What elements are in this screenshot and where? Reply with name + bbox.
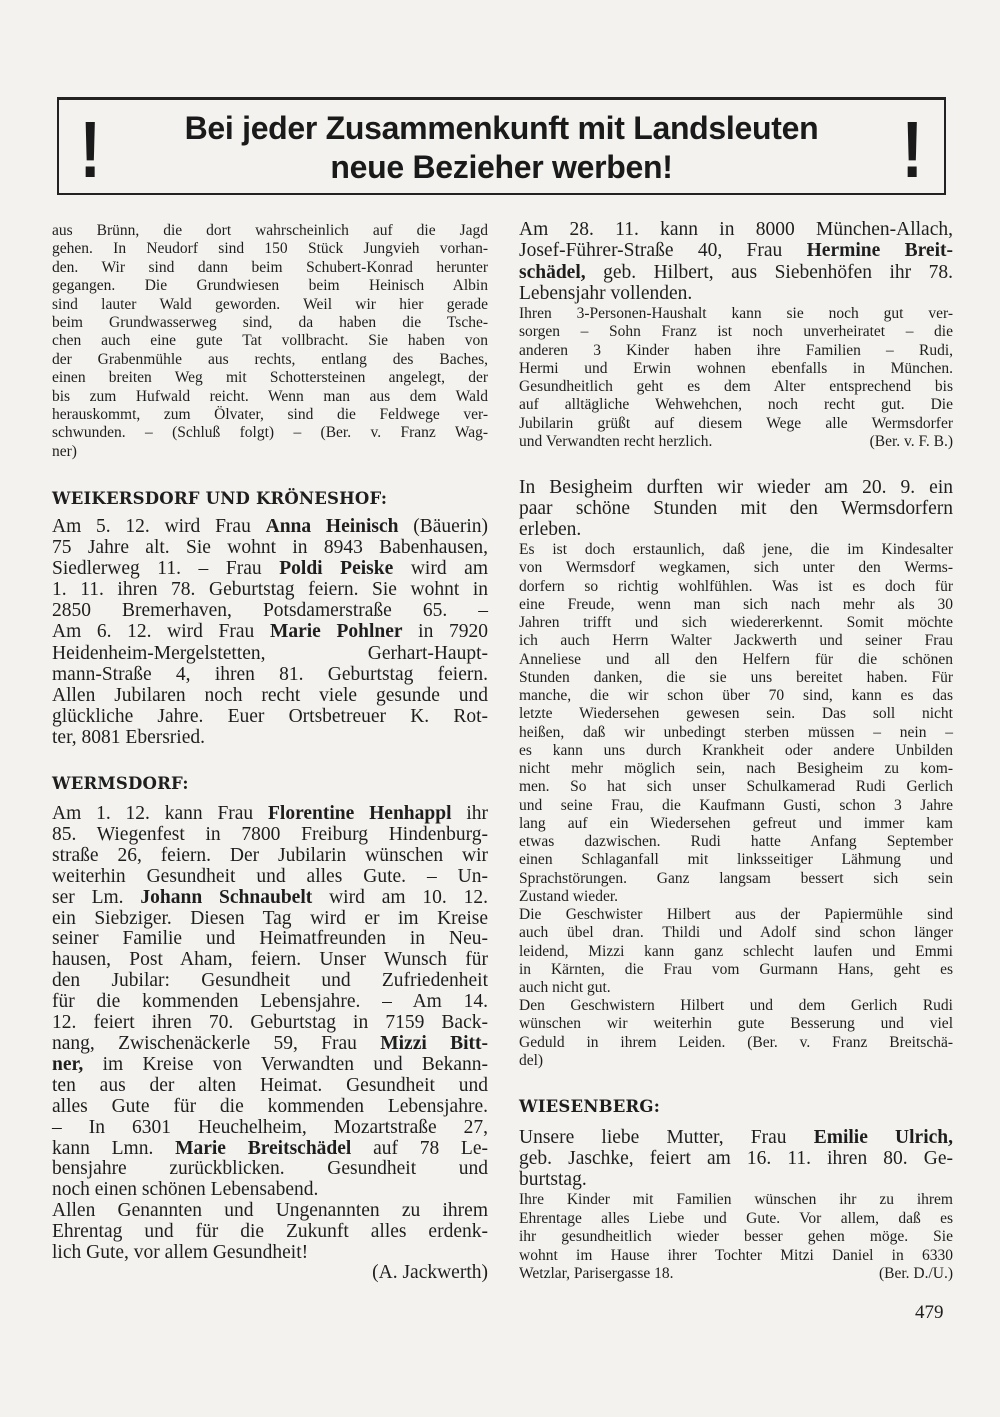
text-line: ich auch Herrn Walter Jackwerth und seiner Frau	[519, 632, 953, 650]
section-heading-wiesenberg: WIESENBERG:	[519, 1097, 661, 1116]
banner-title-line1: Bei jeder Zusammenkunft mit Landsleuten	[184, 110, 819, 146]
text-line: Lebensjahr vollenden.	[519, 282, 693, 304]
text-line: in Kärnten, die Frau vom Gurmann Hans, geht es	[519, 960, 953, 978]
text-line: schädel, geb. Hilbert, aus Siebenhöfen ihr 78.	[519, 261, 953, 283]
name-highlight: Poldi Peiske	[279, 558, 394, 580]
text-line: geb. Jaschke, feiert am 16. 11. ihren 80. Ge-	[519, 1148, 953, 1169]
text-line: von Wermsdorf wegkamen, sich unter den Werms-	[519, 559, 953, 577]
besigheim-paragraph-1	[519, 541, 953, 906]
text-line: sind lauter Wald geworden. Weil wir hier gerade	[52, 295, 488, 313]
exclamation-mark-left: !	[79, 105, 101, 194]
text-line: ein Siebziger. Diesen Tag wird er im Kreise	[52, 907, 488, 929]
text-line: ihr gesundheitlich wieder besser gehen möge. Sie	[519, 1228, 953, 1245]
text-line: Josef-Führer-Straße 40, Frau Hermine Breit-	[519, 240, 953, 262]
text-line: Ihre Kinder mit Familien wünschen ihr zu ihrem	[519, 1191, 953, 1208]
text-line: Siedlerweg 11. – Frau Poldi Peiske wird am	[52, 558, 488, 580]
text-line: Am 1. 12. kann Frau Florentine Henhappl ihr	[52, 803, 488, 824]
text-line: Stunden danken, die sie uns bereitet haben. Für	[519, 668, 953, 686]
text-line: der Grabenmühle aus rechts, entlang des Baches,	[52, 350, 488, 368]
text-line: Am 28. 11. kann in 8000 München-Allach,	[519, 219, 953, 240]
text-line: 2850 Bremerhaven, Potsdamerstraße 65. –	[52, 600, 488, 622]
section-heading-weikersdorf: WEIKERSDORF UND KRÖNESHOF:	[52, 489, 388, 508]
text-line: 85. Wiegenfest in 7800 Freiburg Hindenburg-	[52, 823, 488, 845]
text-line: beim Grundwasserweg sind, da haben die Tsche-	[52, 314, 488, 332]
text-line: Am 6. 12. wird Frau Marie Pohlner in 7920	[52, 621, 488, 643]
text-line: gegangen. Die Grundwiesen beim Heinisch Albin	[52, 277, 488, 295]
text-line: paar schöne Stunden mit den Wermsdorfern	[519, 498, 953, 519]
text-line: men. So hat sich unser Schulkamerad Rudi Gerlich	[519, 778, 953, 796]
text-line: Heidenheim-Mergelstetten, Gerhart-Haupt-	[52, 642, 488, 664]
text-line: Anneliese und all den Helfern für die schönen	[519, 650, 953, 668]
text-line: Zustand wieder.	[519, 887, 619, 905]
text-line: Jahren trifft und sich wiedererkennt. Somit möchte	[519, 614, 953, 631]
article-continuation	[52, 222, 488, 461]
text-line: es kann uns durch Krankheit oder andere Unbilden	[519, 741, 953, 759]
name-highlight: Mizzi Bitt-	[380, 1032, 488, 1054]
text-line: und seine Frau, die Kaufmann Gusti, schon 3 Jahre	[519, 796, 953, 814]
text-line: (Ber. D./U.) Wetzlar, Parisergasse 18.	[519, 1265, 953, 1282]
text-line: gehen. In Neudorf sind 150 Stück Jungvieh vorhan-	[52, 240, 488, 258]
text-line: Sprachstörungen. Ganz langsam bessert sich sein	[519, 869, 953, 887]
text-line: Geduld in ihrem Leiden. (Ber. v. Franz Breitschä-	[519, 1033, 953, 1051]
text-line: Hermi und Erwin wohnen ebenfalls in München.	[519, 359, 953, 377]
text-line: schwunden. – (Schluß folgt) – (Ber. v. Franz Wag-	[52, 424, 488, 442]
wermsdorf-text	[52, 804, 488, 1201]
besigheim-lead	[519, 477, 953, 540]
text-line: Es ist doch erstaunlich, daß jene, die im Kindesalter	[519, 541, 953, 558]
text-line: Unsere liebe Mutter, Frau Emilie Ulrich,	[519, 1127, 953, 1148]
text-line: auf alltägliche Wehwehchen, noch recht gut. Die	[519, 396, 953, 414]
text-line: für die kommenden Lebensjahre. – Am 14.	[52, 991, 488, 1013]
name-highlight: schädel,	[519, 261, 586, 283]
text-line: Allen Genannten und Ungenannten zu ihrem	[52, 1200, 488, 1221]
text-line: del)	[519, 1051, 544, 1069]
report-credit: (Ber. v. F. B.)	[869, 433, 953, 451]
text-line: Jubilarin grüßt auf diesem Wege alle Wermsdorfer	[519, 414, 953, 432]
text-line: mann-Straße 4, ihren 81. Geburtstag feiern.	[52, 663, 488, 685]
name-highlight: Florentine Henhappl	[268, 803, 452, 824]
text-line: noch einen schönen Lebensabend.	[52, 1179, 319, 1201]
text-line: lich Gute, vor allem Gesundheit!	[52, 1241, 309, 1263]
text-line: leidend, Mizzi kann ganz schlecht laufen und Emmi	[519, 942, 953, 960]
text-line: (Ber. v. F. B.) und Verwandten recht herzlich.	[519, 433, 953, 451]
text-line: Am 5. 12. wird Frau Anna Heinisch (Bäuerin)	[52, 516, 488, 537]
text-line: nicht mehr möglich sein, nach Besigheim zu kom-	[519, 760, 953, 777]
text-line: – In 6301 Heuchelheim, Mozartstraße 27,	[52, 1116, 488, 1138]
text-line: Allen Jubilaren noch recht viele gesunde und	[52, 684, 488, 706]
text-line: alles Gute für die kommenden Lebensjahre.	[52, 1095, 488, 1117]
text-line: nang, Zwischenäckerle 59, Frau Mizzi Bitt-	[52, 1032, 488, 1054]
name-highlight: Marie Breitschädel	[175, 1137, 352, 1159]
name-highlight: Hermine Breit-	[806, 240, 953, 262]
text-line: straße 26, feiern. Der Jubilarin wünschen wir	[52, 844, 488, 866]
text-line: ner)	[52, 442, 77, 460]
text-line: wohnt im Hause ihrer Tochter Mitzi Daniel in 6330	[519, 1246, 953, 1264]
text-line: dorfern so richtig wohlfühlen. Was ist es doch für	[519, 577, 953, 595]
exclamation-mark-right: !	[902, 105, 924, 194]
page-number: 479	[915, 1302, 944, 1323]
banner-title-line2: neue Bezieher werben!	[330, 149, 673, 185]
text-line: herauskommt, zum Ölvater, sind die Feldwege ver-	[52, 406, 488, 424]
breitschaedel-text	[519, 305, 953, 451]
text-line: bis zum Hufwald reicht. Wenn man aus dem Wald	[52, 387, 488, 405]
text-line: sorgen – Sohn Franz ist noch unverheiratet – die	[519, 323, 953, 341]
text-line: Ihren 3-Personen-Haushalt kann sie noch gut ver-	[519, 305, 953, 322]
besigheim-paragraph-3	[519, 997, 953, 1070]
text-line: auch übel dran. Thildi und Adolf sind schon länger	[519, 924, 953, 942]
text-line: ner, im Kreise von Verwandten und Bekann-	[52, 1053, 488, 1075]
text-line: Die Geschwister Hilbert aus der Papiermühle sind	[519, 906, 953, 923]
text-line: ser Lm. Johann Schnaubelt wird am 10. 12.	[52, 886, 488, 908]
text-line: ten aus der alten Heimat. Gesundheit und	[52, 1074, 488, 1096]
weikersdorf-text	[52, 516, 488, 748]
text-line: den. Wir sind dann beim Schubert-Konrad herunter	[52, 258, 488, 276]
text-line: seiner Familie und Heimatfreunden in Neu-	[52, 928, 488, 950]
text-line: 12. feiert ihren 70. Geburtstag in 7159 Back-	[52, 1012, 488, 1034]
text-line: ter, 8081 Ebersried.	[52, 726, 206, 748]
text-line: eine Freude, wenn man sich nach mehr als 30	[519, 595, 953, 613]
text-line: kann Lmn. Marie Breitschädel auf 78 Le-	[52, 1137, 488, 1159]
text-line: Ehrentage alles Liebe und Gute. Vor allem, daß es	[519, 1209, 953, 1227]
text-line: Den Geschwistern Hilbert und dem Gerlich Rudi	[519, 997, 953, 1014]
name-highlight: Emilie Ulrich,	[813, 1127, 953, 1148]
text-line: weiterhin Gesundheit und alles Gute. – Un-	[52, 865, 488, 887]
name-highlight: ner,	[52, 1053, 84, 1075]
text-line: anderen 3 Kinder haben ihre Familien – Rudi,	[519, 341, 953, 359]
text-line: 1. 11. ihren 78. Geburtstag feiern. Sie wohnt in	[52, 579, 488, 601]
wermsdorf-closing	[52, 1201, 488, 1264]
wiesenberg-text	[519, 1191, 953, 1284]
name-highlight: Marie Pohlner	[269, 621, 403, 643]
text-line: letzte Wiedersehen gewesen sein. Das soll nicht	[519, 705, 953, 723]
text-line: den Jubilar: Gesundheit und Zufriedenheit	[52, 970, 488, 992]
text-line: Ehrentag und für die Zukunft alles erdenk-	[52, 1220, 488, 1242]
section-heading-wermsdorf: WERMSDORF:	[52, 774, 189, 793]
text-line: aus Brünn, die dort wahrscheinlich auf die Jagd	[52, 222, 488, 239]
breitschaedel-lead	[519, 219, 953, 304]
text-line: manche, die wir schon über 70 sind, kann es das	[519, 687, 953, 704]
text-line: etwas dazwischen. Rudi hatte Anfang September	[519, 833, 953, 850]
name-highlight: Anna Heinisch	[265, 516, 399, 537]
text-line: burtstag.	[519, 1169, 587, 1190]
text-line: auch nicht gut.	[519, 979, 611, 996]
besigheim-paragraph-2	[519, 906, 953, 997]
text-line: lang auf ein Wiedersehen gefreut und immer kam	[519, 814, 953, 832]
report-credit: (Ber. D./U.)	[878, 1265, 953, 1282]
text-line: erleben.	[519, 519, 582, 540]
subscriber-banner	[57, 97, 946, 195]
text-line: glückliche Jahre. Euer Ortsbetreuer K. Rot-	[52, 705, 488, 727]
text-line: 75 Jahre alt. Sie wohnt in 8943 Babenhausen,	[52, 537, 488, 559]
wiesenberg-lead	[519, 1127, 953, 1190]
text-line: chen auch eine gute Tat vollbracht. Sie haben von	[52, 332, 488, 350]
text-line: In Besigheim durften wir wieder am 20. 9. ein	[519, 477, 953, 498]
text-line: einen breiten Weg mit Schottersteinen angelegt, der	[52, 369, 488, 387]
wermsdorf-credit: (A. Jackwerth)	[372, 1262, 488, 1283]
text-line: einen Schlaganfall mit linksseitiger Lähmung und	[519, 851, 953, 869]
text-line: wünschen wir weiterhin gute Besserung und viel	[519, 1015, 953, 1033]
text-line: heißen, daß wir unbedingt sterben müssen – nein –	[519, 723, 953, 741]
text-line: bensjahre zurückblicken. Gesundheit und	[52, 1158, 488, 1180]
name-highlight: Johann Schnaubelt	[140, 886, 313, 908]
text-line: hausen, Post Aham, feiern. Unser Wunsch für	[52, 949, 488, 971]
text-line: Gesundheitlich geht es dem Alter entsprechend bis	[519, 378, 953, 396]
